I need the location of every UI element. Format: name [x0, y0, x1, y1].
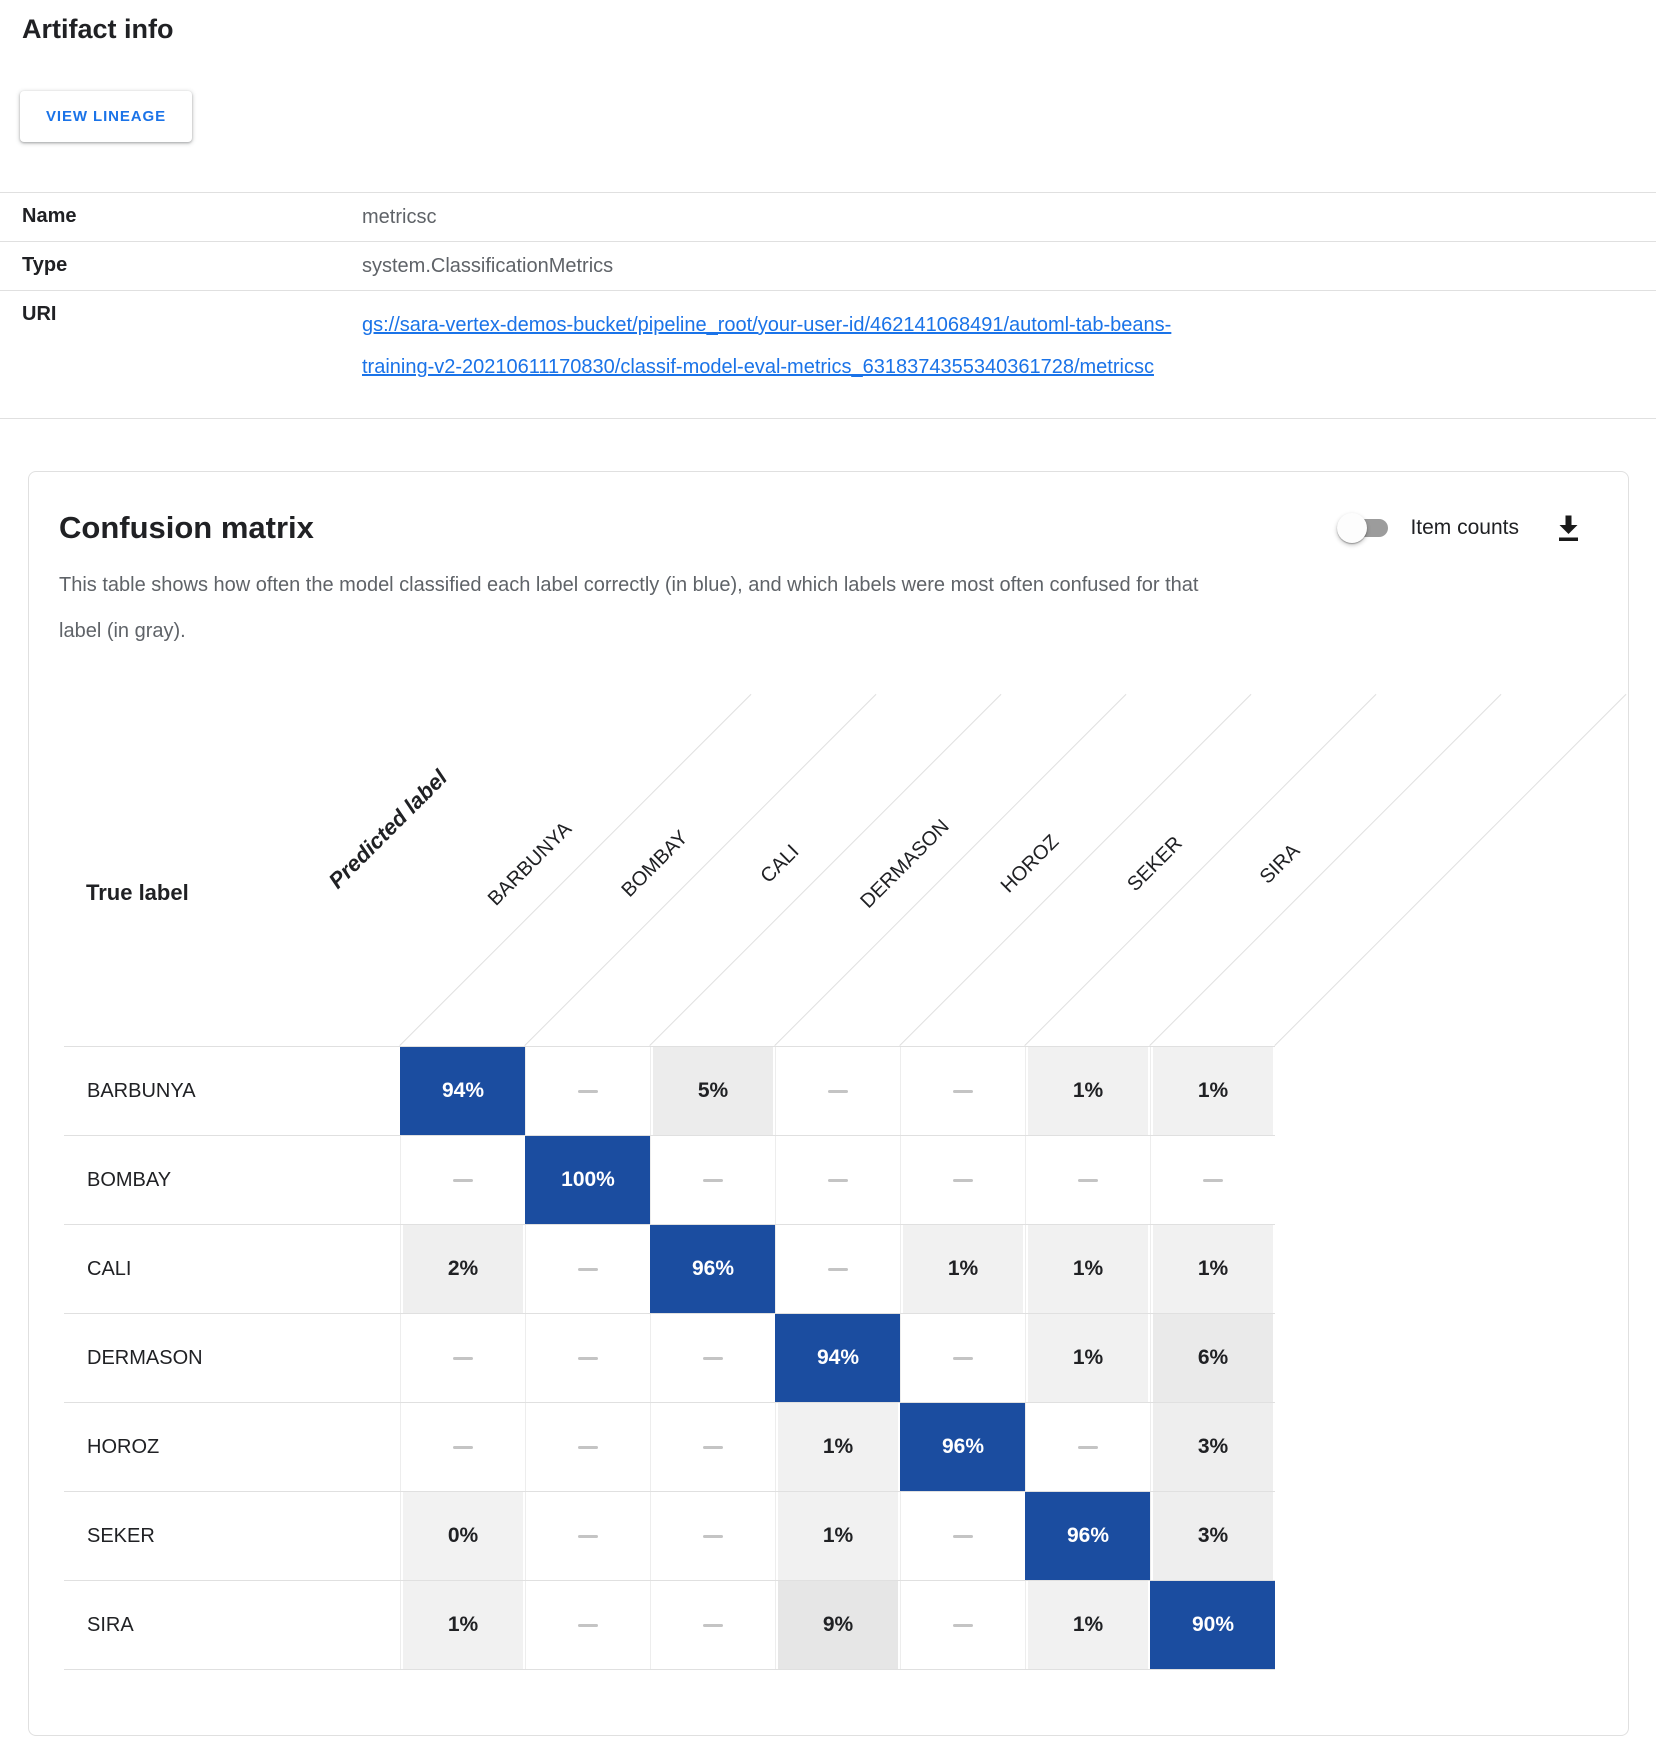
confusion-matrix	[64, 696, 1305, 1670]
matrix-cell: 1%	[1150, 1047, 1275, 1135]
matrix-cell: 1%	[1150, 1225, 1275, 1313]
matrix-cell	[775, 1047, 900, 1135]
artifact-uri-label: URI	[22, 303, 57, 325]
matrix-cell: 1%	[1025, 1047, 1150, 1135]
matrix-cell	[525, 1492, 650, 1580]
cm-column-label: SEKER	[1123, 832, 1187, 896]
cm-column-label: SIRA	[1255, 839, 1305, 889]
matrix-cell	[400, 1403, 525, 1491]
matrix-cell: 96%	[1025, 1492, 1150, 1580]
matrix-cell	[400, 1314, 525, 1402]
empty-cell-dash	[953, 1179, 973, 1182]
item-counts-toggle[interactable]	[1344, 519, 1388, 537]
matrix-cell	[650, 1492, 775, 1580]
empty-cell-dash	[453, 1357, 473, 1360]
matrix-row	[64, 1402, 1275, 1491]
toggle-thumb[interactable]	[1337, 513, 1367, 543]
true-label-axis-title: True label	[86, 880, 189, 905]
empty-cell-dash	[1078, 1446, 1098, 1449]
matrix-row	[64, 1135, 1275, 1224]
matrix-cell	[1025, 1403, 1150, 1491]
artifact-name-label: Name	[22, 205, 77, 227]
matrix-cell: 1%	[400, 1581, 525, 1669]
matrix-row	[64, 1580, 1275, 1669]
matrix-cell	[525, 1581, 650, 1669]
cm-column-label: HOROZ	[996, 830, 1064, 898]
artifact-info-table	[0, 192, 1656, 419]
cm-column-label: CALI	[756, 840, 804, 888]
empty-cell-dash	[953, 1535, 973, 1538]
empty-cell-dash	[703, 1357, 723, 1360]
uri-line-2: training-v2-20210611170830/classif-model-eval-metrics_6318374355340361728/metricsc	[362, 356, 1154, 378]
cm-header	[64, 696, 1305, 1046]
cm-column-label: BOMBAY	[617, 826, 693, 902]
item-counts-label: Item counts	[1410, 516, 1519, 539]
cm-row-label: SEKER	[87, 1524, 155, 1547]
uri-line-1: gs://sara-vertex-demos-bucket/pipeline_root/your-user-id/462141068491/automl-tab-beans-	[362, 314, 1172, 336]
cm-row-label: SIRA	[87, 1613, 134, 1636]
artifact-type-label: Type	[22, 254, 68, 276]
matrix-cell: 6%	[1150, 1314, 1275, 1402]
matrix-cell: 96%	[650, 1225, 775, 1313]
empty-cell-dash	[578, 1535, 598, 1538]
empty-cell-dash	[953, 1624, 973, 1627]
matrix-cell: 94%	[775, 1314, 900, 1402]
matrix-cell	[900, 1492, 1025, 1580]
matrix-cell	[1150, 1136, 1275, 1224]
matrix-cell	[525, 1047, 650, 1135]
artifact-uri-link[interactable]	[362, 304, 1171, 388]
matrix-cell: 94%	[400, 1047, 525, 1135]
empty-cell-dash	[703, 1624, 723, 1627]
matrix-cell	[650, 1314, 775, 1402]
empty-cell-dash	[703, 1446, 723, 1449]
empty-cell-dash	[453, 1446, 473, 1449]
matrix-cell	[900, 1136, 1025, 1224]
matrix-cell	[775, 1136, 900, 1224]
matrix-row	[64, 1046, 1275, 1135]
empty-cell-dash	[1078, 1179, 1098, 1182]
matrix-cell: 1%	[900, 1225, 1025, 1313]
download-button[interactable]	[1555, 514, 1582, 543]
cm-row-label: DERMASON	[87, 1346, 203, 1369]
empty-cell-dash	[953, 1357, 973, 1360]
matrix-cell	[900, 1047, 1025, 1135]
confusion-matrix-title: Confusion matrix	[59, 510, 314, 545]
matrix-row	[64, 1491, 1275, 1580]
cm-column-label: DERMASON	[856, 815, 954, 913]
matrix-cell: 1%	[775, 1492, 900, 1580]
empty-cell-dash	[703, 1535, 723, 1538]
empty-cell-dash	[453, 1179, 473, 1182]
empty-cell-dash	[828, 1268, 848, 1271]
matrix-cell: 0%	[400, 1492, 525, 1580]
cm-column-label: BARBUNYA	[483, 817, 577, 911]
matrix-cell: 1%	[775, 1403, 900, 1491]
matrix-cell	[1025, 1136, 1150, 1224]
empty-cell-dash	[828, 1179, 848, 1182]
cm-row-label: HOROZ	[87, 1435, 160, 1458]
empty-cell-dash	[828, 1090, 848, 1093]
matrix-cell: 100%	[525, 1136, 650, 1224]
empty-cell-dash	[578, 1268, 598, 1271]
matrix-cell: 5%	[650, 1047, 775, 1135]
artifact-uri-row	[0, 290, 1656, 419]
artifact-type-row	[0, 241, 1656, 290]
matrix-cell: 90%	[1150, 1581, 1275, 1669]
matrix-cell	[525, 1403, 650, 1491]
matrix-cell: 1%	[1025, 1314, 1150, 1402]
page-title: Artifact info	[22, 14, 174, 44]
matrix-cell	[775, 1225, 900, 1313]
matrix-cell	[400, 1136, 525, 1224]
matrix-cell	[900, 1314, 1025, 1402]
matrix-cell: 3%	[1150, 1403, 1275, 1491]
matrix-row	[64, 1313, 1275, 1402]
matrix-cell	[525, 1225, 650, 1313]
artifact-name-row	[0, 192, 1656, 241]
matrix-row	[64, 1224, 1275, 1313]
cm-row-label: BARBUNYA	[87, 1079, 196, 1102]
empty-cell-dash	[578, 1357, 598, 1360]
empty-cell-dash	[578, 1446, 598, 1449]
cm-row-label: BOMBAY	[87, 1168, 172, 1191]
confusion-matrix-description: This table shows how often the model classified each label correctly (in blue), and which labels were most often confused for that label (in gray).	[59, 574, 1199, 642]
matrix-cell	[900, 1581, 1025, 1669]
matrix-cell: 1%	[1025, 1225, 1150, 1313]
predicted-label-axis-title: Predicted label	[323, 764, 452, 894]
cm-diagonal-line	[1274, 694, 1626, 1046]
cm-row-label: CALI	[87, 1257, 132, 1280]
empty-cell-dash	[1203, 1179, 1223, 1182]
matrix-cell	[525, 1314, 650, 1402]
empty-cell-dash	[703, 1179, 723, 1182]
artifact-type-value: system.ClassificationMetrics	[362, 255, 614, 277]
matrix-cell	[650, 1581, 775, 1669]
matrix-cell	[650, 1403, 775, 1491]
cm-table	[64, 1046, 1275, 1670]
matrix-cell: 96%	[900, 1403, 1025, 1491]
matrix-cell: 3%	[1150, 1492, 1275, 1580]
empty-cell-dash	[578, 1624, 598, 1627]
empty-cell-dash	[578, 1090, 598, 1093]
artifact-name-value: metricsc	[362, 206, 437, 228]
matrix-cell	[650, 1136, 775, 1224]
download-icon	[1555, 514, 1582, 543]
matrix-cell: 9%	[775, 1581, 900, 1669]
matrix-cell: 2%	[400, 1225, 525, 1313]
view-lineage-button[interactable]: VIEW LINEAGE	[20, 91, 192, 142]
empty-cell-dash	[953, 1090, 973, 1093]
confusion-matrix-card	[28, 471, 1629, 1736]
matrix-cell: 1%	[1025, 1581, 1150, 1669]
